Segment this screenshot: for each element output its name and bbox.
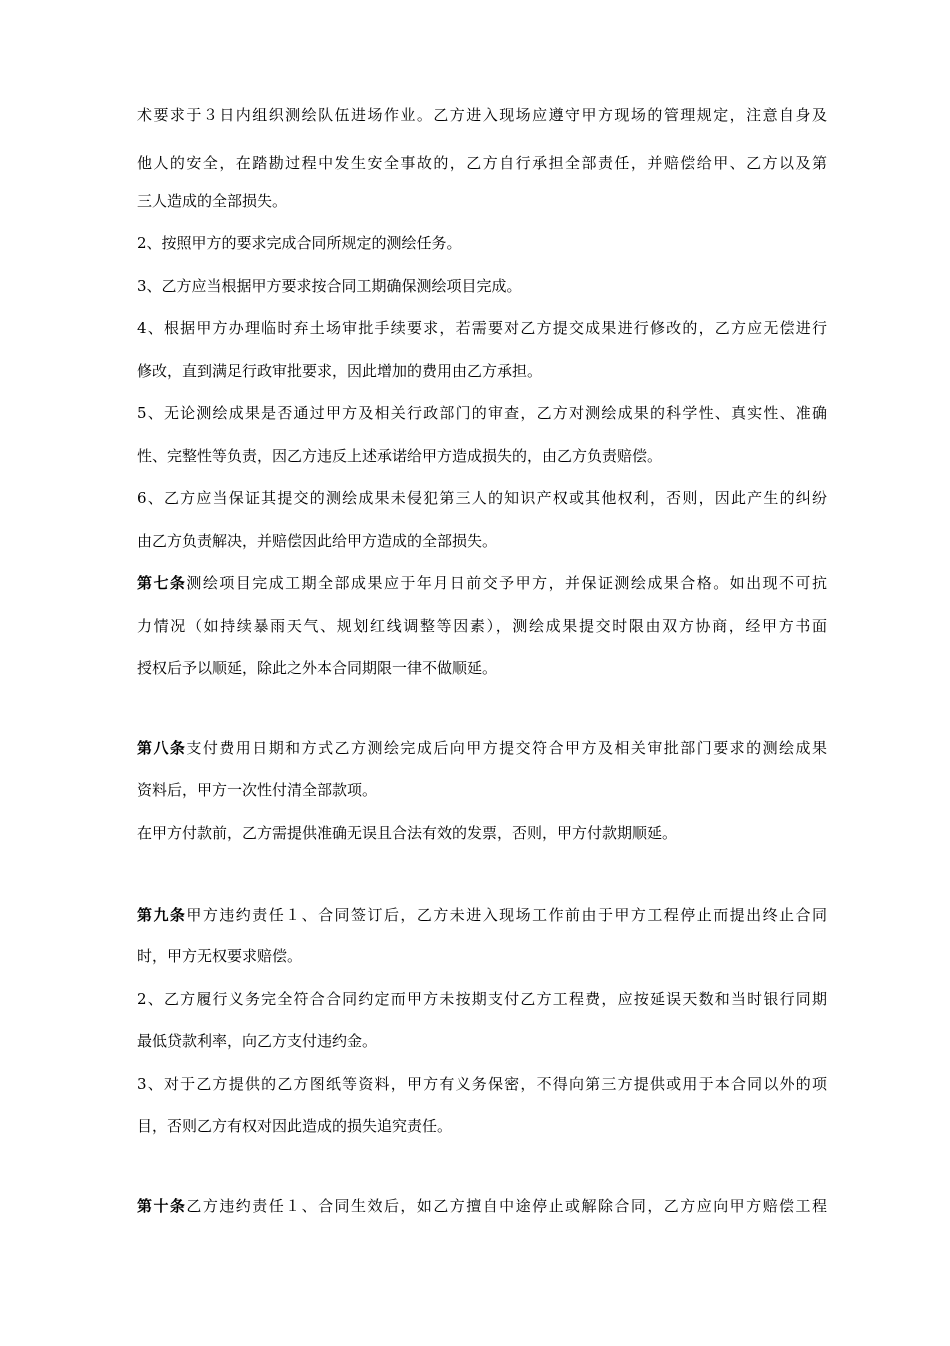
paragraph-line: 修改，直到满足行政审批要求，因此增加的费用由乙方承担。 xyxy=(137,362,543,380)
article-title: 第十条 xyxy=(137,1197,187,1215)
list-item: 4、根据甲方办理临时弃土场审批手续要求，若需要对乙方提交成果进行修改的，乙方应无偿进行 xyxy=(137,319,827,337)
paragraph-line: 三人造成的全部损失。 xyxy=(137,192,288,210)
paragraph-line: 目，否则乙方有权对因此造成的损失追究责任。 xyxy=(137,1117,453,1135)
article-title: 第七条 xyxy=(137,574,187,592)
paragraph-line: 时，甲方无权要求赔偿。 xyxy=(137,947,303,965)
list-item: 2、乙方履行义务完全符合合同约定而甲方未按期支付乙方工程费，应按延误天数和当时银行同期 xyxy=(137,990,827,1008)
article-heading-line: 第十条乙方违约责任１、合同生效后，如乙方擅自中途停止或解除合同，乙方应向甲方赔偿工程 xyxy=(137,1197,827,1215)
list-item: 2、按照甲方的要求完成合同所规定的测绘任务。 xyxy=(137,234,462,252)
list-item: 5、无论测绘成果是否通过甲方及相关行政部门的审查，乙方对测绘成果的科学性、真实性、准确 xyxy=(137,404,827,422)
article-heading-line: 第七条测绘项目完成工期全部成果应于年月日前交予甲方，并保证测绘成果合格。如出现不可抗 xyxy=(137,574,827,592)
paragraph-line: 他人的安全，在踏勘过程中发生安全事故的，乙方自行承担全部责任，并赔偿给甲、乙方以及第 xyxy=(137,154,827,172)
paragraph-line: 授权后予以顺延，除此之外本合同期限一律不做顺延。 xyxy=(137,659,498,677)
article-heading-line: 第九条甲方违约责任１、合同签订后，乙方未进入现场工作前由于甲方工程停止而提出终止合同 xyxy=(137,906,827,924)
article-heading-line: 第八条支付费用日期和方式乙方测绘完成后向甲方提交符合甲方及相关审批部门要求的测绘成果 xyxy=(137,739,827,757)
article-title: 第八条 xyxy=(137,739,187,757)
list-item: 3、乙方应当根据甲方要求按合同工期确保测绘项目完成。 xyxy=(137,277,522,295)
list-item: 3、对于乙方提供的乙方图纸等资料，甲方有义务保密，不得向第三方提供或用于本合同以外的项 xyxy=(137,1075,827,1093)
paragraph-line: 由乙方负责解决，并赔偿因此给甲方造成的全部损失。 xyxy=(137,532,498,550)
paragraph-line: 性、完整性等负责，因乙方违反上述承诺给甲方造成损失的，由乙方负责赔偿。 xyxy=(137,447,663,465)
paragraph-line: 术要求于３日内组织测绘队伍进场作业。乙方进入现场应遵守甲方现场的管理规定，注意自身及 xyxy=(137,106,827,124)
article-title: 第九条 xyxy=(137,906,187,924)
paragraph-line: 力情况（如持续暴雨天气、规划红线调整等因素），测绘成果提交时限由双方协商，经甲方书面 xyxy=(137,617,827,635)
list-item: 6、乙方应当保证其提交的测绘成果未侵犯第三人的知识产权或其他权利，否则，因此产生的纠纷 xyxy=(137,489,827,507)
paragraph-line: 在甲方付款前，乙方需提供准确无误且合法有效的发票，否则，甲方付款期顺延。 xyxy=(137,824,678,842)
paragraph-line: 资料后，甲方一次性付清全部款项。 xyxy=(137,781,378,799)
paragraph-line: 最低贷款利率，向乙方支付违约金。 xyxy=(137,1032,378,1050)
